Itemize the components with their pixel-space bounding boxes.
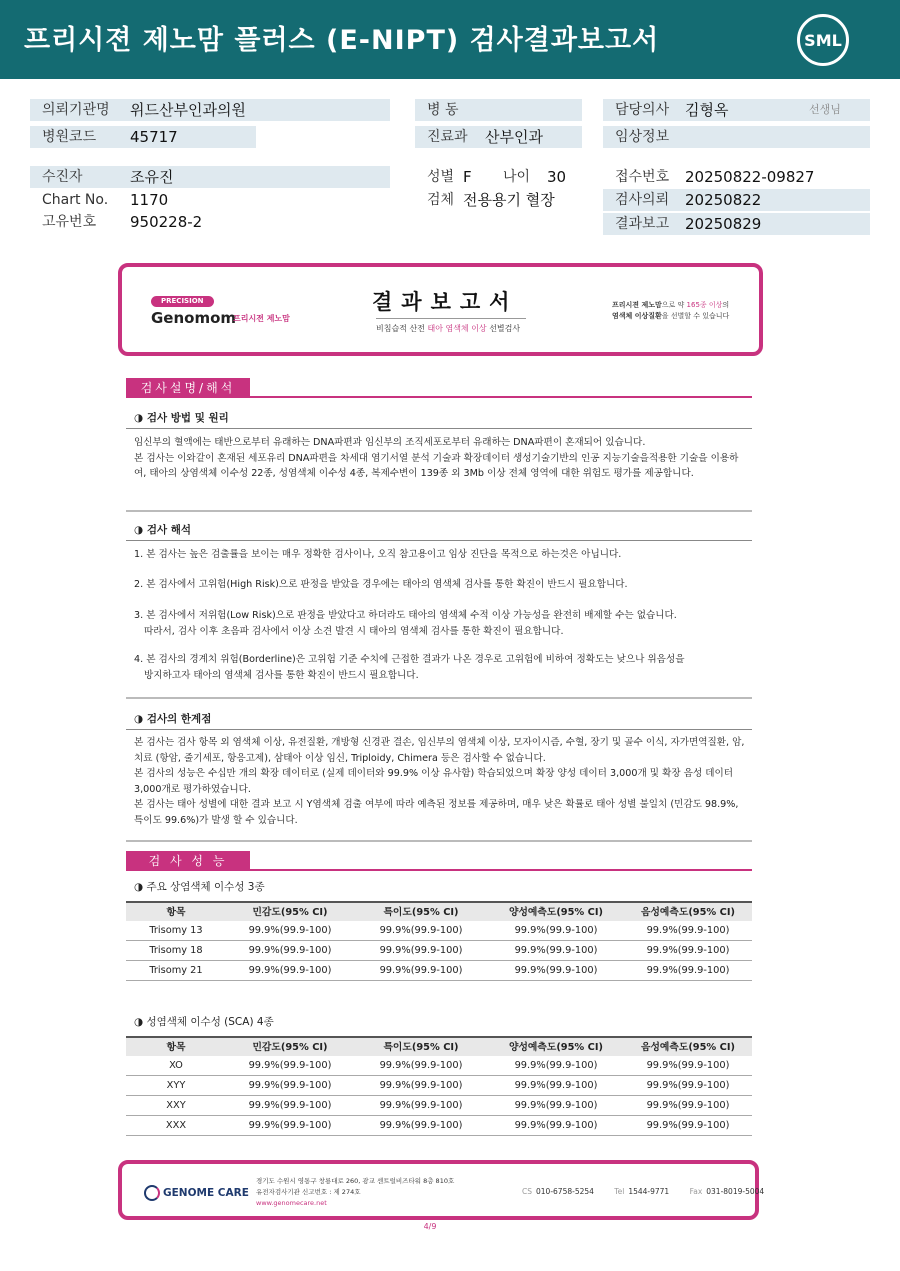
dept-label: 진료과 [427,129,468,145]
table-header-cell: 민감도(95% CI) [252,907,328,918]
footer-url-link[interactable]: www.genomecare.net [256,1199,327,1207]
result-report-banner [118,263,763,356]
table1-title: ◑ 주요 상염색체 이수성 3종 [134,881,265,893]
chart-value: 1170 [130,191,169,209]
table-cell: 99.9%(99.9-100) [646,1100,730,1111]
page-number: 4/9 [423,1222,437,1231]
table-header-cell: 음성예측도(95% CI) [641,1042,735,1053]
specimen-value: 전용용기 혈장 [463,191,555,209]
table-row [126,1076,752,1096]
divider [126,729,752,730]
genome-care-footer [118,1160,765,1220]
limitations-paragraph-3: 본 검사는 태아 성별에 대한 결과 보고 시 Y염색체 검출 여부에 따라 예측된 정보를 제공하며, 매우 낮은 확률로 태아 성별 불일치 (민감도 98.9%, 특이도 99.6%)가 발생 할 수 있습니다. [134,799,739,826]
chart-label: Chart No. [42,192,109,208]
specimen-row [415,189,582,211]
report-title: 프리시젼 제노맘 플러스 (E-NIPT) 검사결과보고서 [24,25,660,56]
table-header [126,1036,752,1056]
table-cell: Trisomy 18 [149,945,203,956]
table-cell: 99.9%(99.9-100) [379,965,463,976]
method-title: ◑ 검사 방법 및 원리 [134,412,229,424]
patient-row [30,166,390,188]
table-cell: 99.9%(99.9-100) [514,1080,598,1091]
table-cell: XXX [165,1120,187,1131]
interpretation-item-3: 3. 본 검사에서 저위험(Low Risk)으로 판정을 받았다고 하더라도 태아의 염색체 수적 이상 가능성을 완전히 배제할 수는 없습니다. 따라서, 검사 이후 초음파 검사에서 이상 소견 발견 시 태아의 염색체 검사를 통한 확진이 필요합니다. [134,610,677,637]
sml-logo-text: SML [804,31,842,50]
table-cell: XO [169,1060,183,1071]
receipt-label: 접수번호 [615,169,670,185]
table-cell: 99.9%(99.9-100) [379,925,463,936]
table-row [126,961,752,981]
table-cell: 99.9%(99.9-100) [514,925,598,936]
uid-row [30,211,390,233]
receipt-value: 20250822-09827 [685,168,815,186]
table-cell: 99.9%(99.9-100) [514,1120,598,1131]
institution-label: 의뢰기관명 [42,102,110,118]
genomom-logo-sub: 프리시젼 제노맘 [233,314,290,323]
section-explanation-tag: 검사설명/해석 [126,378,250,398]
table-cell: 99.9%(99.9-100) [248,925,332,936]
interpretation-item-2: 2. 본 검사에서 고위험(High Risk)으로 판정을 받았을 경우에는 태아의 염색체 검사를 통한 확진이 반드시 필요합니다. [134,579,628,590]
table-row [126,921,752,941]
limitations-title: ◑ 검사의 한계점 [134,713,212,725]
clinical-label: 임상정보 [615,129,670,145]
request-row [603,189,870,211]
limitations-text [134,735,749,828]
table-row [126,1056,752,1076]
table-header [126,901,752,921]
table-header-cell: 항목 [166,1042,186,1053]
institution-row [30,99,390,121]
table-cell: 99.9%(99.9-100) [248,1100,332,1111]
uid-label: 고유번호 [42,214,97,230]
report-date-label: 결과보고 [615,216,670,232]
dept-row [415,126,582,148]
request-value: 20250822 [685,191,762,209]
table-cell: 99.9%(99.9-100) [379,945,463,956]
table-cell: 99.9%(99.9-100) [514,945,598,956]
doctor-value: 김형옥 [685,101,729,119]
divider [126,428,752,429]
banner-right-text: 프리시젼 제노맘으로 약 165종 이상의 염색체 이상질환을 선별할 수 있습니다 [612,301,730,320]
table-cell: 99.9%(99.9-100) [514,965,598,976]
table-cell: 99.9%(99.9-100) [379,1080,463,1091]
hospital-code-value: 45717 [130,128,178,146]
table-cell: 99.9%(99.9-100) [514,1060,598,1071]
table-cell: 99.9%(99.9-100) [379,1060,463,1071]
sex-label: 성별 [427,169,455,185]
table-cell: 99.9%(99.9-100) [379,1100,463,1111]
divider [126,510,752,512]
table-cell: 99.9%(99.9-100) [248,1120,332,1131]
table-cell: 99.9%(99.9-100) [646,965,730,976]
precision-badge: PRECISION [151,296,214,307]
table-cell: 99.9%(99.9-100) [646,925,730,936]
table-header-cell: 특이도(95% CI) [383,907,459,918]
table-header-cell: 양성예측도(95% CI) [509,907,603,918]
table-cell: 99.9%(99.9-100) [514,1100,598,1111]
table-cell: 99.9%(99.9-100) [379,1120,463,1131]
table-header-cell: 특이도(95% CI) [383,1042,459,1053]
doctor-label: 담당의사 [615,102,670,118]
report-date-value: 20250829 [685,215,762,233]
table-header-cell: 양성예측도(95% CI) [509,1042,603,1053]
clinical-row [603,126,870,148]
table-row [126,1096,752,1116]
table-cell: 99.9%(99.9-100) [248,1060,332,1071]
genome-care-g-icon [144,1185,160,1201]
interpretation-item-1: 1. 본 검사는 높은 검출률을 보이는 매우 정확한 검사이나, 오직 참고용이고 임상 진단을 목적으로 하는것은 아닙니다. [134,549,622,560]
interpretation-item-4: 4. 본 검사의 경계치 위험(Borderline)은 고위험 기준 수치에 근접한 결과가 나온 경우로 고위험에 비하여 정확도는 낮으나 위음성을 방지하고자 태아의 염색체 검사를 통한 확진이 반드시 필요합니다. [134,654,685,681]
table2-title: ◑ 성염색체 이수성 (SCA) 4종 [134,1016,274,1028]
table-cell: 99.9%(99.9-100) [646,1120,730,1131]
table-header-cell: 민감도(95% CI) [252,1042,328,1053]
method-text [134,435,749,482]
sml-logo [797,14,849,66]
patient-label: 수진자 [42,169,83,185]
interpretation-title: ◑ 검사 해석 [134,524,192,536]
table-cell: 99.9%(99.9-100) [248,1080,332,1091]
patient-value: 조유진 [130,168,174,186]
limitations-paragraph-2: 본 검사의 성능은 수십만 개의 확장 데이터로 (실제 데이터와 99.9% 이상 유사함) 학습되었으며 확장 양성 데이터 3,000개 및 확장 음성 데이터 3,000개로 평가하였습니다. [134,768,734,795]
table-header-cell: 음성예측도(95% CI) [641,907,735,918]
report-date-row [603,213,870,235]
ward-row [415,99,582,121]
dept-value: 산부인과 [485,128,543,146]
table-row [126,941,752,961]
request-label: 검사의뢰 [615,192,670,208]
table-cell: XYY [166,1080,186,1091]
table-cell: 99.9%(99.9-100) [646,1080,730,1091]
specimen-label: 검체 [427,192,455,208]
banner-divider [376,318,526,319]
divider [126,697,752,699]
sex-value: F [463,168,472,186]
sex-age-row [415,166,582,188]
table-cell: Trisomy 21 [149,965,203,976]
divider [126,540,752,541]
divider [126,840,752,842]
hospital-code-label: 병원코드 [42,129,97,145]
section-performance-tag: 검 사 성 능 [126,851,250,871]
table-cell: 99.9%(99.9-100) [248,965,332,976]
method-paragraph-1: 임신부의 혈액에는 태반으로부터 유래하는 DNA파편과 임신부의 조직세포로부터 유래하는 DNA파편이 혼재되어 있습니다. [134,437,646,448]
footer-contact: CS 010-6758-5254 Tel 1544-9771 Fax 031-8019-5004 [522,1187,765,1196]
age-value: 30 [547,168,567,186]
section-explanation-header [126,378,752,398]
table-cell: XXY [166,1100,186,1111]
doctor-row [603,99,870,121]
doctor-suffix: 선생님 [809,103,841,116]
table-cell: Trisomy 13 [149,925,203,936]
genomom-logo: Genomom [151,309,237,327]
table-cell: 99.9%(99.9-100) [646,1060,730,1071]
report-header-bar [0,0,900,79]
table-cell: 99.9%(99.9-100) [248,945,332,956]
uid-value: 950228-2 [130,213,203,231]
table-row [126,1116,752,1136]
chart-row [30,189,390,211]
banner-subtitle: 비침습적 산전 태아 염색체 이상 선별검사 [376,324,521,333]
table-header-cell: 항목 [166,907,186,918]
method-paragraph-2: 본 검사는 이와같이 혼재된 세포유리 DNA파편을 차세대 염기서열 분석 기술과 확장데이터 생성기술기반의 인공 지능기술을적용한 기술을 이용하여, 태아의 상염색체 이수성 22종, 성염색체 이수성 4종, 복제수변이 139종 외 3Mb 이상 전체 영역에 대한 위험도 평가를 제공합니다. [134,452,739,479]
genome-care-logo: GENOME CARE [144,1185,249,1201]
table-cell: 99.9%(99.9-100) [646,945,730,956]
footer-address: 경기도 수원시 영통구 창룡대로 260, 광교 센트럴비즈타워 8층 810호 유전자검사기관 신고번호 : 제 274호 www.genomecare.net [256,1177,455,1207]
hospital-code-row [30,126,256,148]
receipt-row [603,166,870,188]
banner-title: 결과보고서 [372,290,519,314]
ward-label: 병 동 [427,102,459,118]
institution-value: 위드산부인과의원 [130,101,246,119]
limitations-paragraph-1: 본 검사는 검사 항목 외 염색체 이상, 유전질환, 개방형 신경관 결손, 임신부의 염색체 이상, 모자이시즘, 수혈, 장기 및 골수 이식, 자가면역질환, 암, 치료 (항암, 줄기세포, 항응고제), 삼태아 이상 임신, Triploidy, Chimera 등은 검사할 수 없습니다. [134,737,745,764]
age-label: 나이 [503,169,531,185]
section-performance-header [126,851,752,871]
